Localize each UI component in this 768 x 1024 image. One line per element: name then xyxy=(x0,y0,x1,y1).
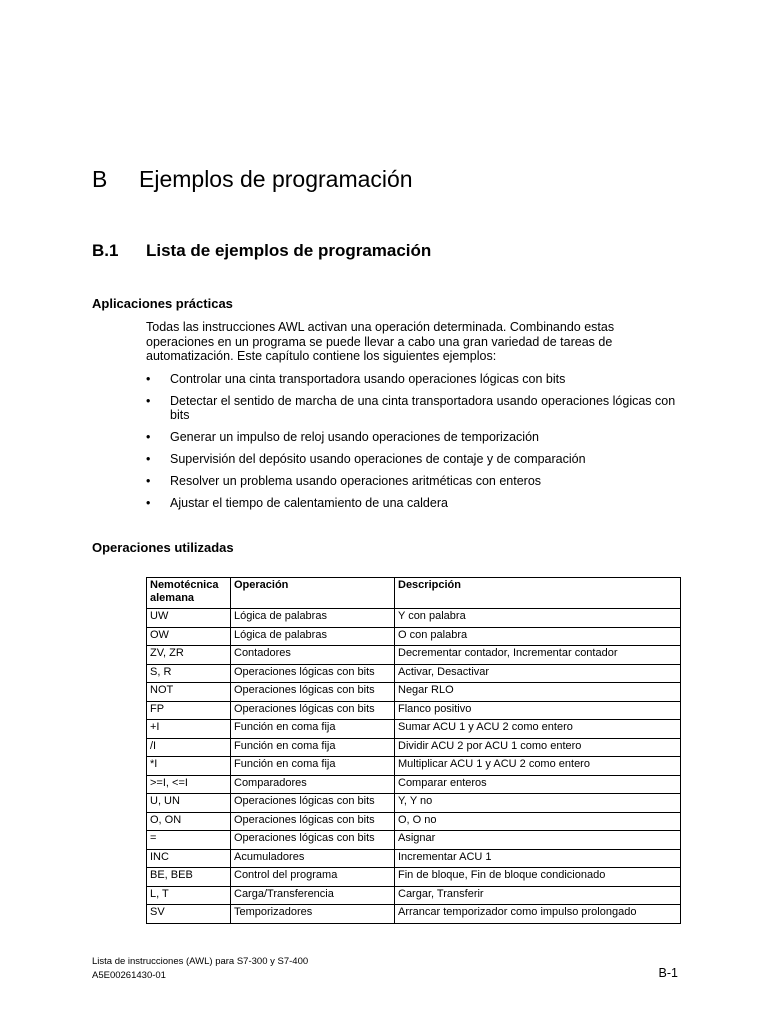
bullet-icon: • xyxy=(146,496,151,510)
cell-description: Multiplicar ACU 1 y ACU 2 como entero xyxy=(395,757,681,776)
list-item xyxy=(146,474,686,488)
chapter-title: Ejemplos de programación xyxy=(139,166,413,192)
section-title: Lista de ejemplos de programación xyxy=(146,241,432,260)
cell-mnemonic: BE, BEB xyxy=(147,868,231,887)
list-item xyxy=(146,496,686,510)
cell-description: Y, Y no xyxy=(395,794,681,813)
cell-operation: Operaciones lógicas con bits xyxy=(231,794,395,813)
cell-operation: Comparadores xyxy=(231,775,395,794)
table-row xyxy=(147,757,681,776)
list-item xyxy=(146,372,686,386)
list-item-text: Resolver un problema usando operaciones aritméticas con enteros xyxy=(170,474,542,488)
cell-mnemonic: OW xyxy=(147,627,231,646)
cell-operation: Función en coma fija xyxy=(231,720,395,739)
cell-operation: Operaciones lógicas con bits xyxy=(231,812,395,831)
cell-operation: Operaciones lógicas con bits xyxy=(231,701,395,720)
cell-mnemonic: >=I, <=I xyxy=(147,775,231,794)
cell-mnemonic: /I xyxy=(147,738,231,757)
cell-operation: Operaciones lógicas con bits xyxy=(231,683,395,702)
cell-mnemonic: O, ON xyxy=(147,812,231,831)
table-row xyxy=(147,683,681,702)
column-header-description: Descripción xyxy=(395,578,681,609)
cell-operation: Operaciones lógicas con bits xyxy=(231,664,395,683)
applications-heading: Aplicaciones prácticas xyxy=(92,296,233,311)
chapter-number: B xyxy=(92,166,108,192)
table-row xyxy=(147,794,681,813)
cell-description: Y con palabra xyxy=(395,609,681,628)
cell-mnemonic: = xyxy=(147,831,231,850)
cell-mnemonic: L, T xyxy=(147,886,231,905)
table-body xyxy=(147,609,681,924)
cell-operation: Función en coma fija xyxy=(231,757,395,776)
table-row xyxy=(147,831,681,850)
cell-mnemonic: U, UN xyxy=(147,794,231,813)
cell-description: Asignar xyxy=(395,831,681,850)
cell-operation: Operaciones lógicas con bits xyxy=(231,831,395,850)
table-row xyxy=(147,905,681,924)
cell-description: Negar RLO xyxy=(395,683,681,702)
cell-description: Decrementar contador, Incrementar contador xyxy=(395,646,681,665)
cell-operation: Control del programa xyxy=(231,868,395,887)
cell-operation: Función en coma fija xyxy=(231,738,395,757)
cell-mnemonic: SV xyxy=(147,905,231,924)
bullet-icon: • xyxy=(146,452,151,466)
cell-description: Flanco positivo xyxy=(395,701,681,720)
bullet-icon: • xyxy=(146,474,151,488)
cell-description: Sumar ACU 1 y ACU 2 como entero xyxy=(395,720,681,739)
table-row xyxy=(147,701,681,720)
examples-list xyxy=(146,372,686,518)
cell-operation: Temporizadores xyxy=(231,905,395,924)
list-item-text: Generar un impulso de reloj usando operaciones de temporización xyxy=(170,430,539,444)
list-item-text: Ajustar el tiempo de calentamiento de una caldera xyxy=(170,496,448,510)
cell-description: Cargar, Transferir xyxy=(395,886,681,905)
operations-table xyxy=(146,577,681,924)
cell-mnemonic: FP xyxy=(147,701,231,720)
list-item-text: Controlar una cinta transportadora usando operaciones lógicas con bits xyxy=(170,372,566,386)
cell-description: Arrancar temporizador como impulso prolongado xyxy=(395,905,681,924)
operations-heading: Operaciones utilizadas xyxy=(92,540,234,555)
footer-document-id: A5E00261430-01 xyxy=(92,970,166,981)
table-row xyxy=(147,720,681,739)
cell-description: O, O no xyxy=(395,812,681,831)
cell-mnemonic: S, R xyxy=(147,664,231,683)
table-row xyxy=(147,812,681,831)
cell-description: O con palabra xyxy=(395,627,681,646)
bullet-icon: • xyxy=(146,372,151,386)
table-row xyxy=(147,886,681,905)
bullet-icon: • xyxy=(146,394,151,408)
table-row xyxy=(147,609,681,628)
column-header-operation: Operación xyxy=(231,578,395,609)
cell-description: Incrementar ACU 1 xyxy=(395,849,681,868)
cell-operation: Lógica de palabras xyxy=(231,609,395,628)
cell-mnemonic: +I xyxy=(147,720,231,739)
cell-mnemonic: ZV, ZR xyxy=(147,646,231,665)
cell-mnemonic: UW xyxy=(147,609,231,628)
page-number: B-1 xyxy=(658,966,678,980)
table-row xyxy=(147,646,681,665)
table-row xyxy=(147,868,681,887)
cell-operation: Contadores xyxy=(231,646,395,665)
cell-mnemonic: NOT xyxy=(147,683,231,702)
list-item xyxy=(146,452,686,466)
table-row xyxy=(147,775,681,794)
cell-operation: Carga/Transferencia xyxy=(231,886,395,905)
cell-operation: Lógica de palabras xyxy=(231,627,395,646)
list-item-text: Supervisión del depósito usando operaciones de contaje y de comparación xyxy=(170,452,586,466)
cell-mnemonic: INC xyxy=(147,849,231,868)
table-header-row xyxy=(147,578,681,609)
cell-operation: Acumuladores xyxy=(231,849,395,868)
column-header-mnemonic: Nemotécnica alemana xyxy=(147,578,231,609)
cell-description: Dividir ACU 2 por ACU 1 como entero xyxy=(395,738,681,757)
list-item xyxy=(146,394,686,422)
table-row xyxy=(147,627,681,646)
list-item xyxy=(146,430,686,444)
intro-paragraph: Todas las instrucciones AWL activan una operación determinada. Combinando estas operaciones en un programa se puede llevar a cabo una gran variedad de tareas de automatización. Este capítulo contiene los siguientes ejemplos: xyxy=(146,320,615,363)
list-item-text: Detectar el sentido de marcha de una cinta transportadora usando operaciones lógicas con bits xyxy=(170,394,676,422)
footer-manual-title: Lista de instrucciones (AWL) para S7-300 y S7-400 xyxy=(92,956,309,967)
table-row xyxy=(147,738,681,757)
table-row xyxy=(147,849,681,868)
table-row xyxy=(147,664,681,683)
cell-mnemonic: *I xyxy=(147,757,231,776)
cell-description: Fin de bloque, Fin de bloque condicionado xyxy=(395,868,681,887)
cell-description: Comparar enteros xyxy=(395,775,681,794)
bullet-icon: • xyxy=(146,430,151,444)
cell-description: Activar, Desactivar xyxy=(395,664,681,683)
section-number: B.1 xyxy=(92,241,119,260)
